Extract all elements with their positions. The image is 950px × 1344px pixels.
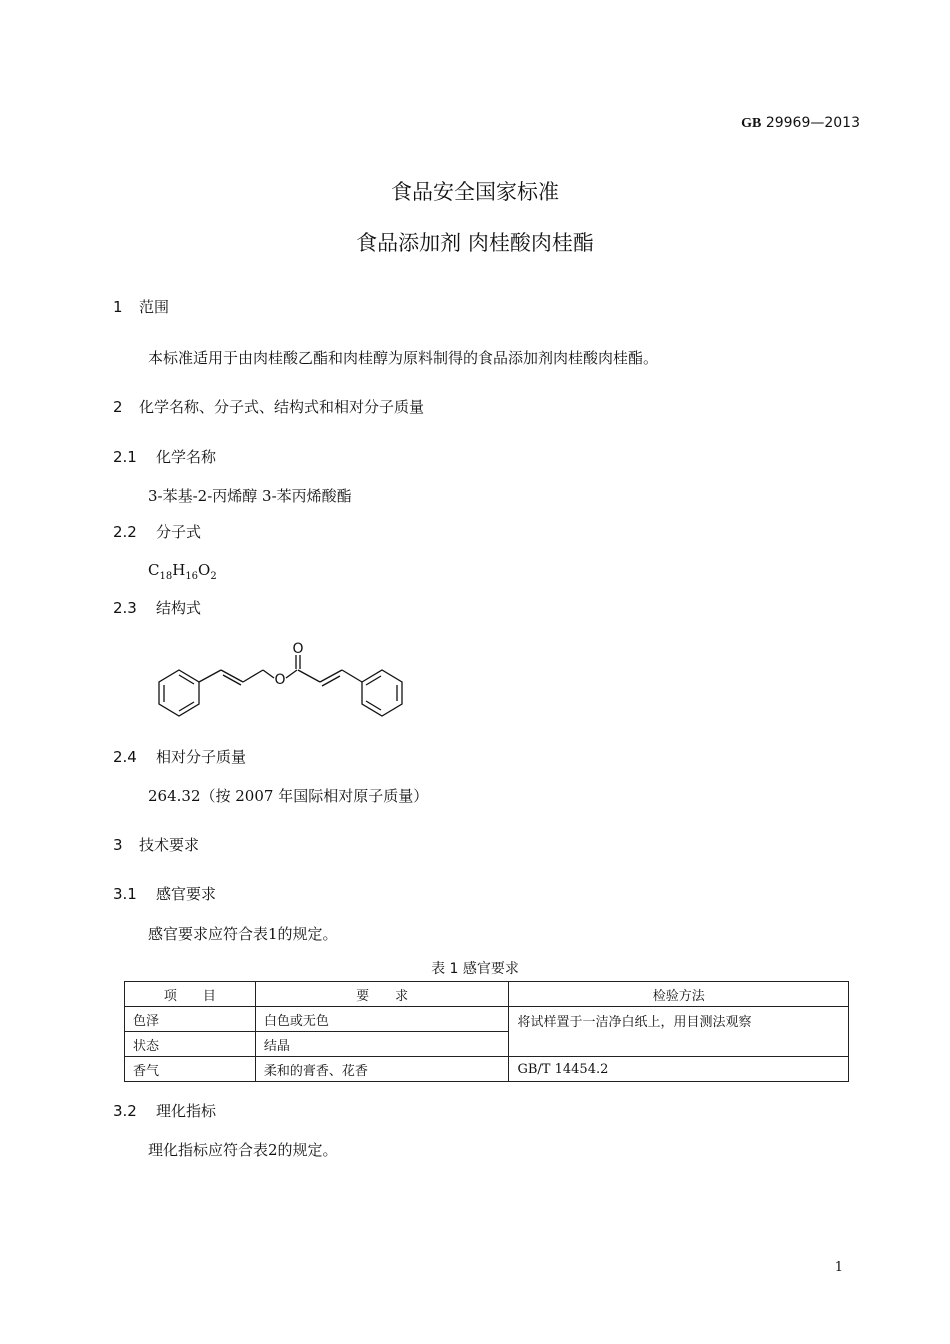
section-number: 3.1 [113,885,137,903]
section-3-2-text: 理化指标应符合表2的规定。 [148,1141,338,1159]
standard-code: 29969—2013 [765,115,860,131]
section-number: 2.4 [113,748,137,766]
document-title: 食品安全国家标准 [391,180,559,204]
section-title: 结构式 [156,599,202,617]
standard-prefix: GB [741,116,762,131]
section-3-heading [113,834,199,855]
section-3-2-heading [113,1100,216,1121]
section-number: 3 [113,836,123,854]
table-cell: 将试样置于一洁净白纸上，用目测法观察 [509,1007,849,1057]
table-1-caption: 表 1 感官要求 [431,961,519,977]
section-number: 3.2 [113,1102,137,1120]
ester-bond [286,670,297,678]
page-number: 1 [834,1260,843,1275]
section-title: 感官要求 [156,885,217,903]
table-cell: 结晶 [255,1032,509,1057]
left-benzene-ring [159,670,199,716]
table-cell: 状态 [125,1032,256,1057]
section-1-heading [113,296,169,317]
section-2-1-heading [113,446,216,467]
chain-double-bond-inner [322,676,340,686]
section-title: 技术要求 [139,836,200,854]
ring-inner-bond [179,675,194,684]
structural-formula [150,636,410,724]
chain-bond [199,670,221,682]
table-header-cell: 检验方法 [509,982,849,1007]
section-2-heading [113,396,424,417]
table-cell: GB/T 14454.2 [509,1057,849,1082]
section-number: 2.1 [113,448,137,466]
table-cell: 白色或无色 [255,1007,509,1032]
table-cell: 柔和的膏香、花香 [255,1057,509,1082]
molecular-mass: 264.32（按 2007 年国际相对原子质量） [148,787,429,805]
chain-bond [342,670,362,682]
ester-oxygen-label: O [274,672,286,688]
table-row [125,1007,849,1032]
section-2-3-heading [113,597,201,618]
table-cell: 香气 [125,1057,256,1082]
right-benzene-ring [362,670,402,716]
section-title: 化学名称 [156,448,217,466]
section-title: 范围 [139,298,170,316]
section-title: 分子式 [156,523,202,541]
chain-bond [243,670,263,682]
document-subtitle: 食品添加剂 肉桂酸肉桂酯 [356,231,594,255]
ring-inner-bond [366,701,381,710]
section-number: 2.3 [113,599,137,617]
section-title: 理化指标 [156,1102,217,1120]
chain-bond [298,670,320,682]
chain-bond [263,670,274,678]
section-number: 1 [113,298,123,316]
table-header-cell: 要 求 [255,982,509,1007]
section-2-4-heading [113,746,246,767]
table-cell: 色泽 [125,1007,256,1032]
table-row [125,1057,849,1082]
section-2-2-heading [113,521,201,542]
table-header-cell: 项 目 [125,982,256,1007]
ring-inner-bond [179,702,194,711]
chemical-name: 3-苯基-2-丙烯醇 3-苯丙烯酸酯 [148,487,352,505]
ring-inner-bond [366,676,381,685]
section-3-1-heading [113,883,216,904]
section-title: 相对分子质量 [156,748,247,766]
section-number: 2 [113,398,123,416]
table-header-row [125,982,849,1007]
carbonyl-oxygen-label: O [292,641,304,657]
section-title: 化学名称、分子式、结构式和相对分子质量 [139,398,425,416]
section-3-1-text: 感官要求应符合表1的规定。 [148,925,338,943]
section-number: 2.2 [113,523,137,541]
molecular-formula: $C_{18}H_{16}O_2$ [148,561,217,582]
sensory-requirements-table [124,981,849,1082]
standard-number [741,115,860,132]
section-1-text: 本标准适用于由肉桂酸乙酯和肉桂醇为原料制得的食品添加剂肉桂酸肉桂酯。 [148,349,659,367]
